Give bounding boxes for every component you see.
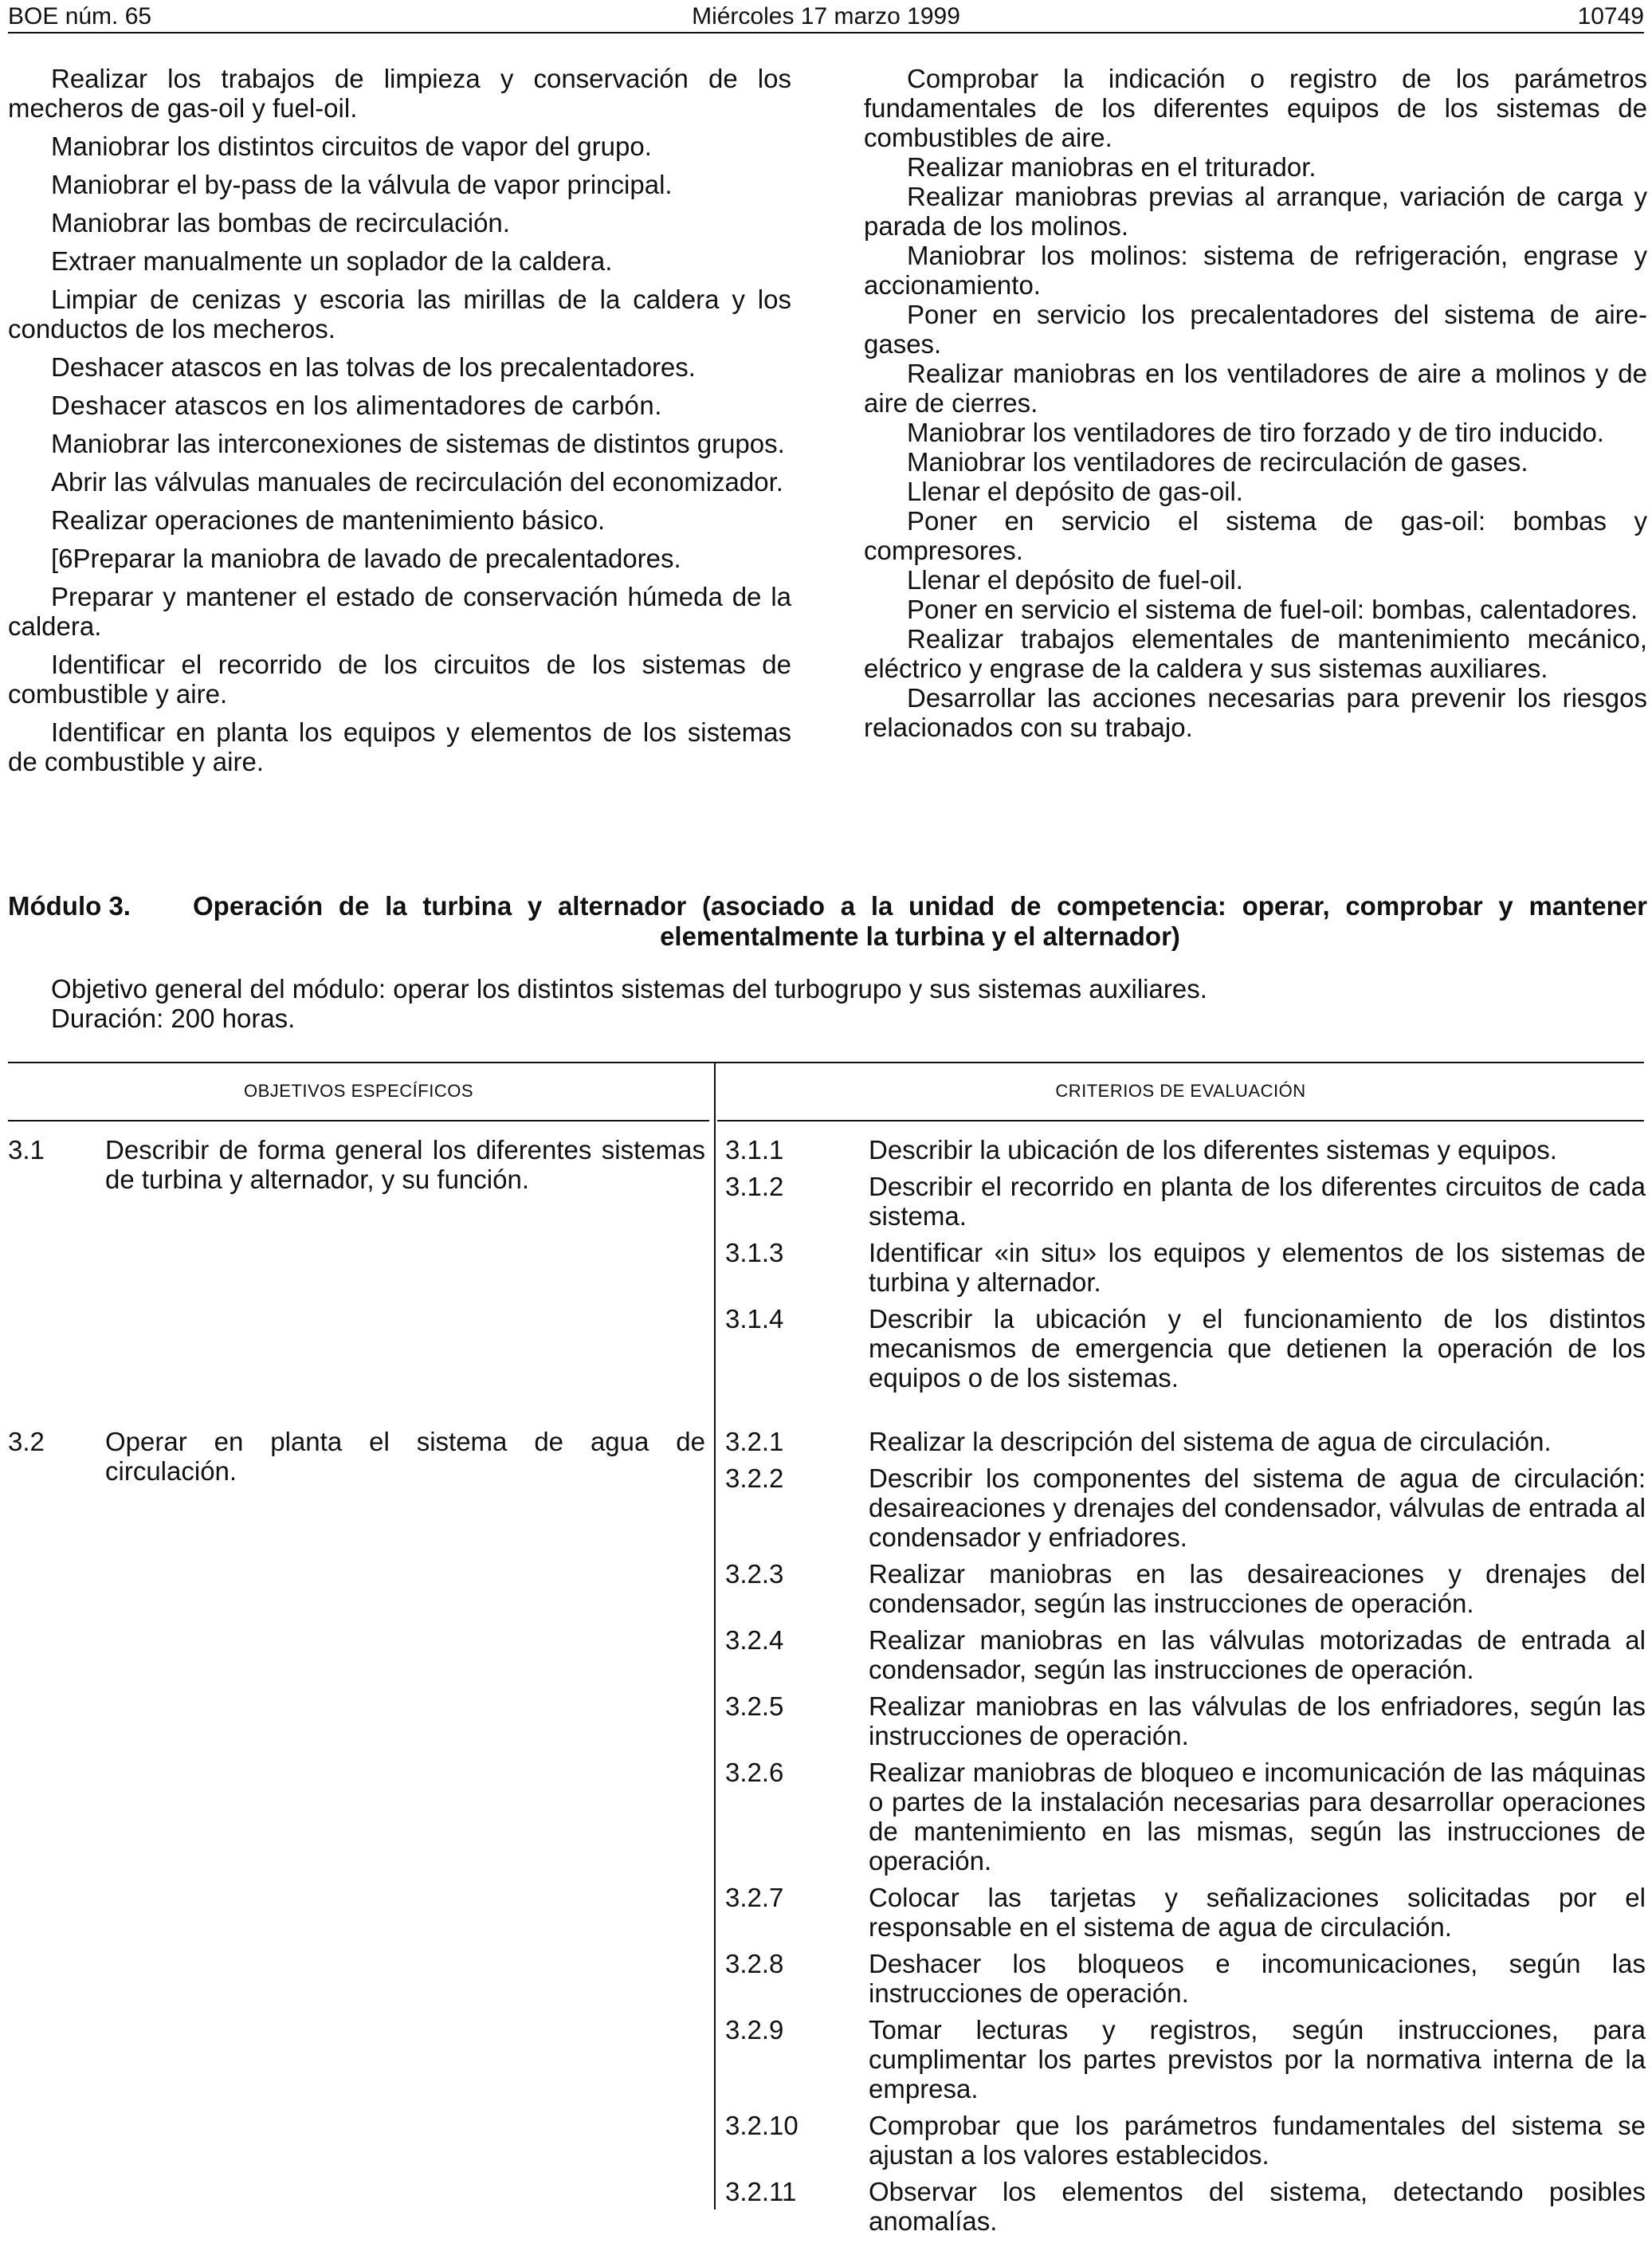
module-intro [51,974,1565,1033]
table-header-objectives: OBJETIVOS ESPECÍFICOS [243,1081,473,1101]
criterion-number: 3.2.11 [725,2177,797,2206]
paragraph: Identificar en planta los equipos y elementos de los sistemas de combustible y aire. [8,717,791,776]
criterion-number: 3.2.8 [725,1949,784,1978]
criterion-text: Describir los componentes del sistema de agua de circulación: desaireaciones y drenajes del condensador, válvulas de entrada al condensador y enfriadores. [869,1463,1646,1552]
paragraph: Llenar el depósito de fuel-oil. [907,565,1243,595]
criteria-list [725,1427,1646,2243]
paragraph: Poner en servicio los precalentadores del sistema de aire-gases. [864,300,1647,359]
page-number: 10749 [1577,3,1644,29]
criterion [725,1135,1646,1165]
criterion-number: 3.2.3 [725,1559,784,1589]
criterion [725,1238,1646,1297]
criterion-number: 3.2.7 [725,1883,784,1912]
criterion [725,1427,1646,1456]
criterion [725,1625,1646,1684]
paragraph: Maniobrar las interconexiones de sistemas de distintos grupos. [51,429,785,458]
criterion-text: Describir la ubicación de los diferentes sistemas y equipos. [869,1135,1557,1165]
paragraph: Maniobrar los distintos circuitos de vapor del grupo. [51,132,652,161]
paragraph: Deshacer atascos en los alimentadores de carbón. [51,391,662,420]
criterion-number: 3.1.1 [725,1135,784,1165]
criterion [725,1949,1646,2008]
paragraph: Realizar maniobras en el triturador. [907,152,1316,182]
criterion-text: Observar los elementos del sistema, detectando posibles anomalías. [869,2177,1646,2236]
table-header-rule [717,1120,1644,1122]
paragraph: Preparar y mantener el estado de conservación húmeda de la caldera. [8,582,791,641]
paragraph: Desarrollar las acciones necesarias para prevenir los riesgos relacionados con su trabajo. [864,683,1647,742]
criterion-text: Deshacer los bloqueos e incomunicaciones, según las instrucciones de operación. [869,1949,1646,2008]
module-label: Módulo 3. [8,891,131,921]
paragraph: Poner en servicio el sistema de gas-oil: bombas y compresores. [864,506,1647,565]
criterion [725,2015,1646,2104]
criterion-text: Tomar lecturas y registros, según instrucciones, para cumplimentar los partes previstos por la normativa interna de la empresa. [869,2015,1646,2104]
paragraph: Maniobrar los ventiladores de recirculación de gases. [907,447,1528,477]
table-header-criteria: CRITERIOS DE EVALUACIÓN [1055,1081,1306,1101]
paragraph: Extraer manualmente un soplador de la caldera. [51,246,613,276]
criterion [725,2111,1646,2170]
table-top-rule [8,1062,1644,1063]
running-header [8,3,1644,30]
objective-text: Describir de forma general los diferentes sistemas de turbina y alternador, y su función. [105,1135,705,1194]
paragraph: Realizar los trabajos de limpieza y conservación de los mecheros de gas-oil y fuel-oil. [8,64,791,123]
paragraph: Maniobrar los ventiladores de tiro forzado y de tiro inducido. [907,418,1604,447]
paragraph: Identificar el recorrido de los circuitos de los sistemas de combustible y aire. [8,650,791,709]
paragraph: Deshacer atascos en las tolvas de los precalentadores. [51,352,696,382]
criterion-number: 3.1.4 [725,1304,784,1334]
paragraph: Realizar trabajos elementales de mantenimiento mecánico, eléctrico y engrase de la caldera y sus sistemas auxiliares. [864,624,1647,683]
paragraph: Maniobrar el by-pass de la válvula de vapor principal. [51,170,673,199]
criteria-list [725,1135,1646,1400]
paragraph: Llenar el depósito de gas-oil. [907,477,1243,506]
criterion-text: Comprobar que los parámetros fundamentales del sistema se ajustan a los valores establecidos. [869,2111,1646,2170]
criterion-text: Colocar las tarjetas y señalizaciones solicitadas por el responsable en el sistema de agua de circulación. [869,1883,1646,1942]
criterion-text: Describir el recorrido en planta de los diferentes circuitos de cada sistema. [869,1172,1646,1231]
criterion [725,2177,1646,2236]
criterion-text: Describir la ubicación y el funcionamiento de los distintos mecanismos de emergencia que detienen la operación de los equipos o de los sistemas. [869,1304,1646,1393]
paragraph: Realizar operaciones de mantenimiento básico. [51,505,606,535]
criterion-text: Realizar maniobras en las válvulas de los enfriadores, según las instrucciones de operación. [869,1691,1646,1750]
paragraph: Limpiar de cenizas y escoria las mirillas de la caldera y los conductos de los mecheros. [8,285,791,344]
table-header-rule [8,1120,709,1122]
objective-number: 3.1 [8,1135,45,1165]
criterion [725,1463,1646,1552]
right-text-column [864,64,1647,742]
paragraph: Realizar maniobras en los ventiladores de aire a molinos y de aire de cierres. [864,359,1647,418]
header-rule [8,32,1644,33]
criterion-number: 3.2.9 [725,2015,784,2045]
criterion-number: 3.1.3 [725,1238,784,1267]
table-column-divider [714,1062,716,2210]
criterion-number: 3.2.2 [725,1463,784,1493]
criterion [725,1559,1646,1618]
criterion [725,1304,1646,1393]
paragraph: [6Preparar la maniobra de lavado de precalentadores. [51,544,681,573]
criterion-text: Realizar la descripción del sistema de agua de circulación. [869,1427,1552,1456]
criterion-number: 3.2.10 [725,2111,799,2140]
criterion-text: Realizar maniobras en las desaireaciones y drenajes del condensador, según las instrucciones de operación. [869,1559,1646,1618]
criterion-number: 3.2.6 [725,1758,784,1787]
journal-issue: BOE núm. 65 [8,3,152,29]
criterion-text: Identificar «in situ» los equipos y elementos de los sistemas de turbina y alternador. [869,1238,1646,1297]
paragraph: Maniobrar las bombas de recirculación. [51,208,510,238]
criterion [725,1883,1646,1942]
paragraph: Poner en servicio el sistema de fuel-oil: bombas, calentadores. [907,595,1638,624]
module-title: Operación de la turbina y alternador (asociado a la unidad de competencia: operar, comprobar y mantener elementalmente la turbina y el alternador) [193,891,1647,951]
criterion [725,1172,1646,1231]
module-duration: Duración: 200 horas. [51,1004,296,1033]
paragraph: Maniobrar los molinos: sistema de refrigeración, engrase y accionamiento. [864,241,1647,300]
criterion-text: Realizar maniobras en las válvulas motorizadas de entrada al condensador, según las instrucciones de operación. [869,1625,1646,1684]
criterion-text: Realizar maniobras de bloqueo e incomunicación de las máquinas o partes de la instalación necesarias para desarrollar operaciones de mantenimiento en las mismas, según las instrucciones de operación. [869,1758,1646,1876]
left-text-column [8,64,791,785]
paragraph: Abrir las válvulas manuales de recirculación del economizador. [51,467,783,497]
module-objective: Objetivo general del módulo: operar los distintos sistemas del turbogrupo y sus sistemas auxiliares. [51,974,1207,1004]
criterion [725,1691,1646,1750]
criterion-number: 3.2.5 [725,1691,784,1721]
criterion-number: 3.2.4 [725,1625,784,1655]
criterion-number: 3.1.2 [725,1172,784,1201]
objective-number: 3.2 [8,1427,45,1456]
paragraph: Comprobar la indicación o registro de los parámetros fundamentales de los diferentes equipos de los sistemas de combustibles de aire. [864,64,1647,152]
objective-text: Operar en planta el sistema de agua de circulación. [105,1427,705,1486]
criterion [725,1758,1646,1876]
paragraph: Realizar maniobras previas al arranque, variación de carga y parada de los molinos. [864,182,1647,241]
criterion-number: 3.2.1 [725,1427,784,1456]
publication-date: Miércoles 17 marzo 1999 [692,3,960,29]
